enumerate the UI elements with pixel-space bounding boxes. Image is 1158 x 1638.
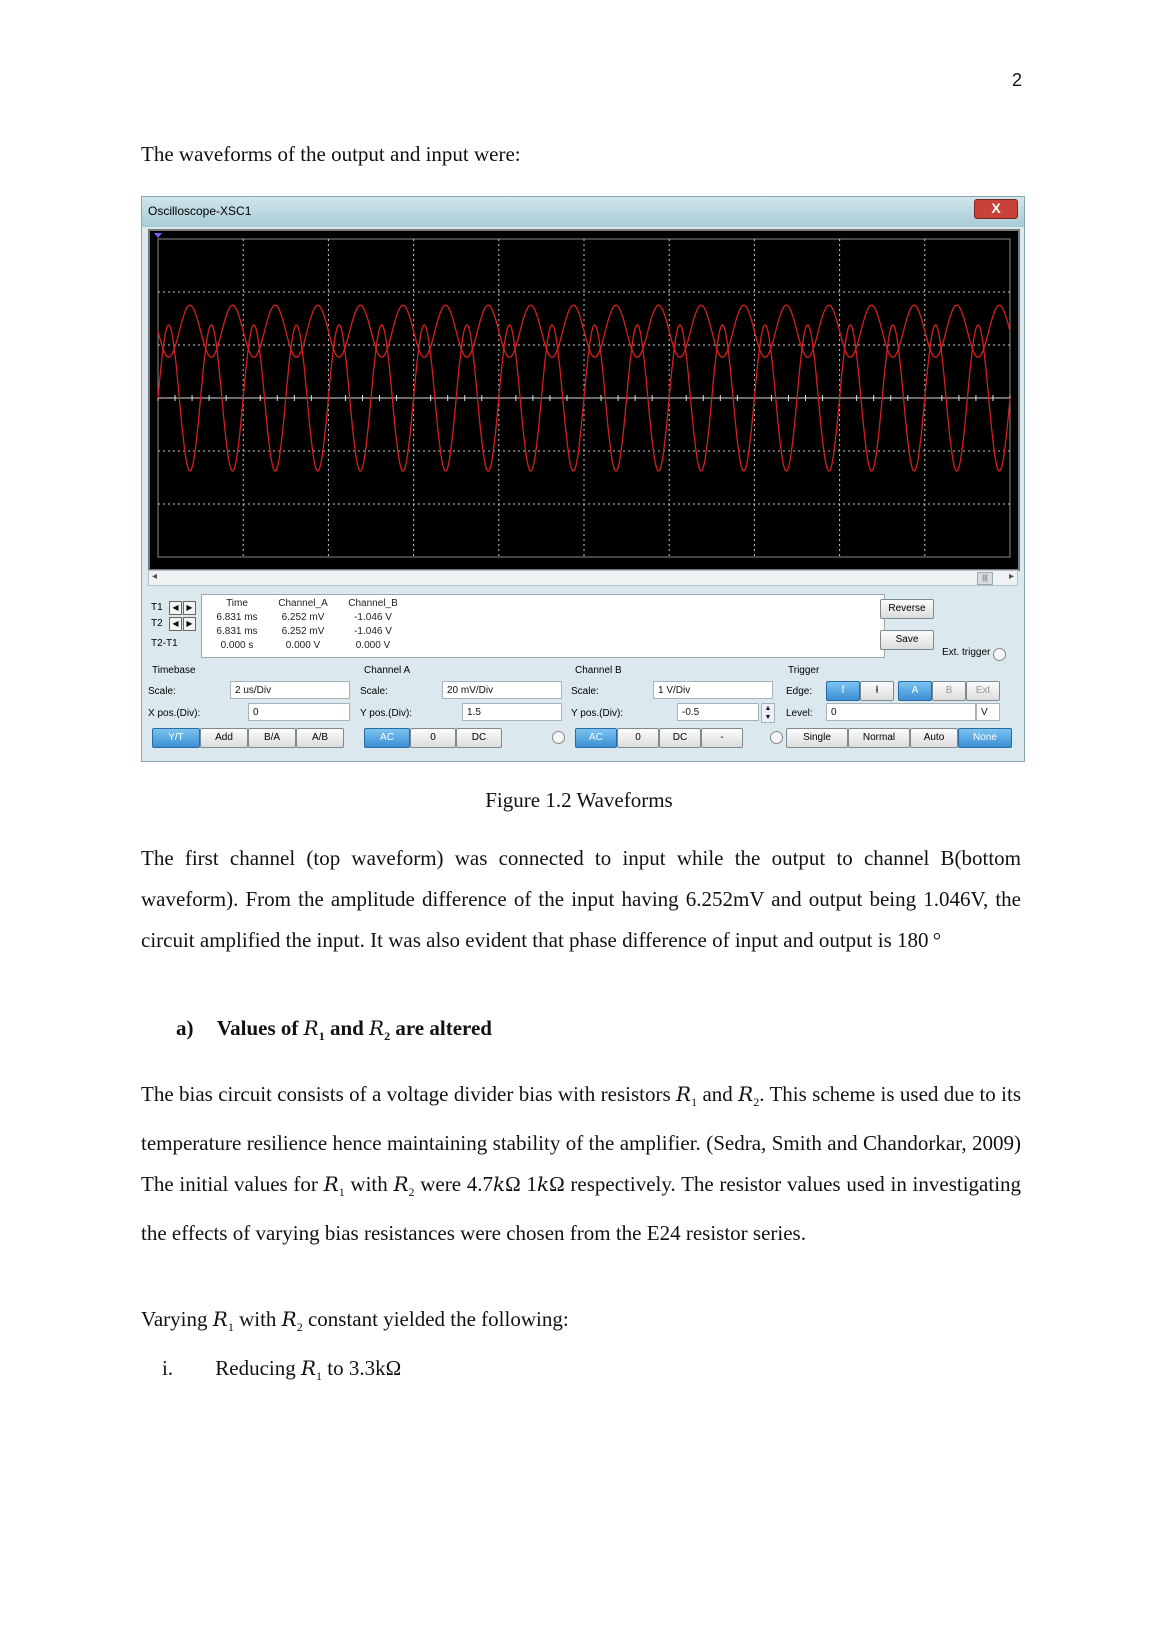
t2-t1-label: T2-T1 bbox=[151, 638, 178, 649]
channel-b-title: Channel B bbox=[575, 665, 622, 676]
r-symbol: R bbox=[212, 1307, 228, 1331]
r2-symbol: R bbox=[369, 1016, 385, 1040]
mode-ba-button[interactable]: B/A bbox=[248, 728, 296, 748]
subscript: 2 bbox=[408, 1185, 415, 1200]
ext-trigger-radio[interactable] bbox=[993, 648, 1006, 661]
diff-channel-a: 0.000 V bbox=[285, 640, 321, 651]
subscript: 2 bbox=[296, 1320, 303, 1335]
window-title: Oscilloscope-XSC1 bbox=[148, 204, 252, 218]
channel-a-radio-icon[interactable] bbox=[552, 731, 565, 744]
channel-b-invert-button[interactable]: - bbox=[701, 728, 743, 748]
channel-a-scale-field[interactable]: 20 mV/Div bbox=[442, 681, 562, 699]
reverse-button[interactable]: Reverse bbox=[880, 599, 934, 619]
list-item bbox=[162, 1356, 401, 1384]
p3-text-a: Varying bbox=[141, 1307, 208, 1331]
paragraph-2 bbox=[141, 1074, 1021, 1254]
mode-add-button[interactable]: Add bbox=[200, 728, 248, 748]
channel-a-zero-button[interactable]: 0 bbox=[410, 728, 456, 748]
p2-text-c: . This scheme is used due to its temperature resilience hence maintaining stability of the amplifier. (Sedra, Smith and Chandorkar, 2009) The initial values for bbox=[141, 1082, 1022, 1197]
close-button[interactable]: X bbox=[974, 199, 1018, 219]
channel-b-scale-field[interactable]: 1 V/Div bbox=[653, 681, 773, 699]
p3-text-c: constant yielded the following: bbox=[307, 1307, 569, 1331]
subscript: 1 bbox=[316, 1369, 323, 1384]
horizontal-scrollbar[interactable] bbox=[148, 570, 1018, 586]
k-symbol: k bbox=[493, 1172, 506, 1197]
heading-text-1: Values of bbox=[216, 1016, 299, 1040]
channel-a-scale-label: Scale: bbox=[360, 686, 388, 697]
figure-caption: Figure 1.2 Waveforms bbox=[485, 788, 673, 812]
timebase-scale-field[interactable]: 2 us/Div bbox=[230, 681, 350, 699]
heading-number: a) bbox=[176, 1016, 194, 1040]
ext-trigger-label: Ext. trigger bbox=[942, 647, 991, 658]
trigger-single-button[interactable]: Single bbox=[786, 728, 848, 748]
trigger-source-a-button[interactable]: A bbox=[898, 681, 932, 701]
p2-text-e: were 4.7 bbox=[420, 1172, 494, 1197]
p2-text-d: with bbox=[350, 1172, 388, 1197]
channel-b-dc-button[interactable]: DC bbox=[659, 728, 701, 748]
channel-a-ac-button[interactable]: AC bbox=[364, 728, 410, 748]
header-channel-b: Channel_B bbox=[348, 598, 398, 609]
channel-b-ypos-label: Y pos.(Div): bbox=[571, 708, 624, 719]
trigger-level-field[interactable]: 0 bbox=[826, 703, 976, 721]
intro-text: The waveforms of the output and input were: bbox=[141, 142, 521, 166]
mode-yt-button[interactable]: Y/T bbox=[152, 728, 200, 748]
save-button[interactable]: Save bbox=[880, 630, 934, 650]
heading-text-2: and bbox=[329, 1016, 364, 1040]
t2-right-arrow-icon[interactable]: ▶ bbox=[183, 617, 196, 631]
p2-text-a: The bias circuit consists of a voltage divider bias with resistors bbox=[141, 1082, 671, 1106]
trigger-source-b-button[interactable]: B bbox=[932, 681, 966, 701]
oscilloscope-screen bbox=[148, 229, 1020, 571]
r-symbol: R bbox=[323, 1172, 339, 1197]
t2-label: T2 bbox=[151, 618, 163, 629]
p2-text-f: Ω 1 bbox=[505, 1172, 537, 1197]
trigger-title: Trigger bbox=[788, 665, 820, 676]
r-symbol: R bbox=[281, 1307, 297, 1331]
channel-a-title: Channel A bbox=[364, 665, 411, 676]
falling-edge-button[interactable]: ł bbox=[860, 681, 894, 701]
k-symbol: k bbox=[536, 1172, 550, 1197]
r-symbol: R bbox=[300, 1356, 317, 1380]
waveform-display bbox=[150, 231, 1018, 569]
cursor-readout-panel bbox=[201, 594, 885, 658]
t1-channel-a: 6.252 mV bbox=[281, 612, 325, 623]
r1-symbol: R bbox=[303, 1016, 319, 1040]
timebase-scale-label: Scale: bbox=[148, 686, 176, 697]
t1-left-arrow-icon[interactable]: ◀ bbox=[169, 601, 182, 615]
header-time: Time bbox=[226, 598, 248, 609]
channel-b-zero-button[interactable]: 0 bbox=[617, 728, 659, 748]
page-number: 2 bbox=[1011, 70, 1022, 90]
trigger-none-button[interactable]: None bbox=[958, 728, 1012, 748]
t1-label: T1 bbox=[151, 602, 163, 613]
trigger-edge-label: Edge: bbox=[786, 686, 813, 697]
r-symbol: R bbox=[738, 1082, 754, 1106]
timebase-title: Timebase bbox=[152, 665, 196, 676]
t2-channel-a: 6.252 mV bbox=[281, 626, 325, 637]
xpos-label: X pos.(Div): bbox=[148, 708, 201, 719]
trigger-marker-icon bbox=[154, 233, 162, 238]
trigger-level-unit[interactable]: V bbox=[976, 703, 1000, 721]
header-channel-a: Channel_A bbox=[278, 598, 328, 609]
channel-b-radio-icon[interactable] bbox=[770, 731, 783, 744]
trigger-level-label: Level: bbox=[786, 708, 813, 719]
channel-a-ypos-field[interactable]: 1.5 bbox=[462, 703, 562, 721]
t2-channel-b: -1.046 V bbox=[354, 626, 392, 637]
scroll-left-arrow-icon[interactable]: ◂ bbox=[152, 571, 158, 582]
trigger-auto-button[interactable]: Auto bbox=[910, 728, 958, 748]
p2-text-b: and bbox=[702, 1082, 733, 1106]
channel-b-ypos-field[interactable]: -0.5 bbox=[677, 703, 759, 721]
diff-channel-b: 0.000 V bbox=[355, 640, 391, 651]
scroll-right-arrow-icon[interactable]: ▸ bbox=[1008, 571, 1014, 582]
subscript: 1 bbox=[338, 1185, 345, 1200]
list-text-a: Reducing bbox=[215, 1356, 296, 1380]
list-text-b: to 3.3kΩ bbox=[327, 1356, 402, 1380]
oscilloscope-window bbox=[141, 196, 1025, 762]
channel-a-dc-button[interactable]: DC bbox=[456, 728, 502, 748]
r2-subscript: 2 bbox=[384, 1029, 391, 1044]
section-heading bbox=[176, 1016, 492, 1044]
paragraph-1: The first channel (top waveform) was connected to input while the output to channel B(bottom waveform). From the amplitude difference of the input having 6.252mV and output being 1.046V, the circuit amplified the input. It was also evident that phase difference of input and output is 180 ° bbox=[141, 846, 1021, 952]
list-number: i. bbox=[162, 1356, 174, 1380]
t1-channel-b: -1.046 V bbox=[354, 612, 392, 623]
channel-a-ypos-label: Y pos.(Div): bbox=[360, 708, 413, 719]
channel-b-ac-button[interactable]: AC bbox=[575, 728, 617, 748]
xpos-field[interactable]: 0 bbox=[248, 703, 350, 721]
ypos-spinner-icon[interactable]: ▲ ▼ bbox=[761, 703, 775, 723]
r-symbol: R bbox=[676, 1082, 692, 1106]
heading-text-3: are altered bbox=[395, 1016, 492, 1040]
mode-ab-button[interactable]: A/B bbox=[296, 728, 344, 748]
p3-text-b: with bbox=[239, 1307, 277, 1331]
t2-time: 6.831 ms bbox=[216, 626, 258, 637]
subscript: 2 bbox=[753, 1095, 760, 1110]
t2-left-arrow-icon[interactable]: ◀ bbox=[169, 617, 182, 631]
subscript: 1 bbox=[691, 1095, 698, 1110]
paragraph-3 bbox=[141, 1299, 1021, 1348]
title-bar bbox=[142, 197, 1024, 227]
rising-edge-button[interactable]: f bbox=[826, 681, 860, 701]
subscript: 1 bbox=[227, 1320, 234, 1335]
channel-b-scale-label: Scale: bbox=[571, 686, 599, 697]
t1-time: 6.831 ms bbox=[216, 612, 258, 623]
trigger-source-ext-button[interactable]: Ext bbox=[966, 681, 1000, 701]
r-symbol: R bbox=[393, 1172, 409, 1197]
scroll-grip-icon[interactable]: ||| bbox=[977, 572, 993, 585]
r1-subscript: 1 bbox=[318, 1029, 325, 1044]
diff-time: 0.000 s bbox=[220, 640, 254, 651]
t1-right-arrow-icon[interactable]: ▶ bbox=[183, 601, 196, 615]
trigger-normal-button[interactable]: Normal bbox=[848, 728, 910, 748]
p2-text-g: Ω respectively. The resistor values used in investigating the effects of varying bias resistances were chosen from the E24 resistor series. bbox=[141, 1172, 1022, 1246]
